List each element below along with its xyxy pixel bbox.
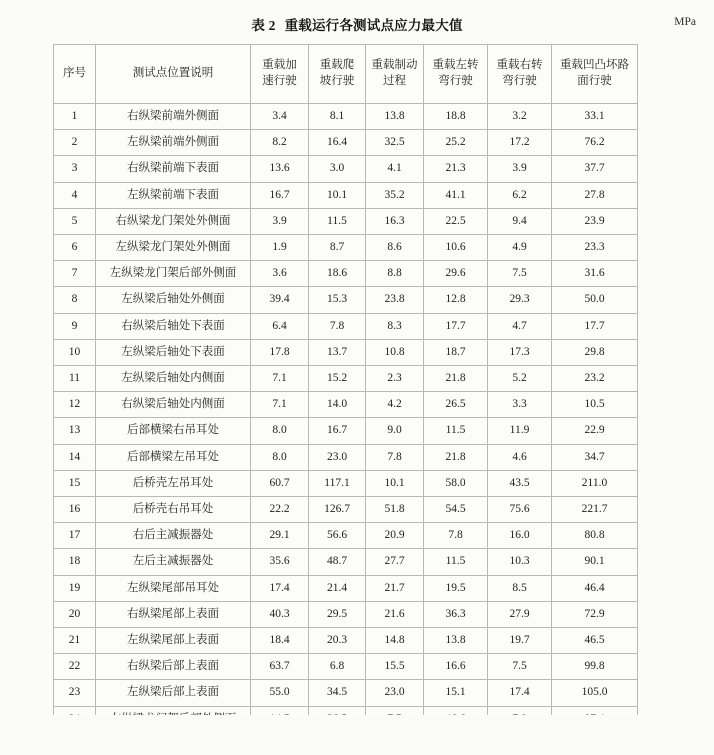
stress-value-cell: 19.7 [488, 628, 552, 654]
table-row [54, 680, 638, 706]
stress-value-cell: 22.2 [251, 497, 309, 523]
table-header-cell-4-line-1: 过程 [383, 75, 406, 87]
row-index-cell: 2 [54, 130, 96, 156]
table-row [54, 575, 638, 601]
stress-value-cell: 26.5 [424, 392, 488, 418]
stress-value-cell: 23.0 [366, 680, 424, 706]
measurement-point-cell: 后桥壳右吊耳处 [96, 497, 251, 523]
stress-value-cell: 8.6 [366, 235, 424, 261]
stress-value-cell: 17.4 [488, 680, 552, 706]
stress-value-cell: 17.8 [251, 339, 309, 365]
table-header-cell-2-line-0: 重载加 [262, 59, 297, 72]
stress-value-cell: 16.3 [366, 208, 424, 234]
row-index-cell: 8 [54, 287, 96, 313]
measurement-point-cell: 右纵梁尾部上表面 [96, 601, 251, 627]
measurement-point-cell: 后桥壳左吊耳处 [96, 470, 251, 496]
stress-value-cell: 63.7 [251, 654, 309, 680]
stress-value-cell: 37.7 [552, 156, 638, 182]
table-header-cell-3-line-0: 重载爬 [319, 59, 355, 72]
row-index-cell: 5 [54, 208, 96, 234]
table-header [54, 45, 638, 104]
measurement-point-cell: 右后主减振器处 [96, 523, 251, 549]
measurement-point-cell: 后部横梁左吊耳处 [96, 444, 251, 470]
stress-value-cell: 40.3 [251, 601, 309, 627]
table-row [54, 444, 638, 470]
row-index-cell: 11 [54, 366, 96, 392]
stress-value-cell: 105.0 [552, 680, 638, 706]
row-index-cell: 4 [54, 182, 96, 208]
stress-value-cell: 15.3 [309, 287, 366, 313]
stress-value-cell: 8.7 [309, 235, 366, 261]
measurement-point-cell: 左纵梁后轴处下表面 [96, 339, 251, 365]
stress-value-cell: 16.7 [251, 182, 309, 208]
table-header-cell-3-line-1: 坡行驶 [319, 75, 355, 87]
stress-value-cell: 7.5 [488, 654, 552, 680]
table-header-cell-6-line-0: 重载右转 [496, 59, 543, 72]
stress-value-cell: 27.7 [366, 549, 424, 575]
table-row [54, 313, 638, 339]
stress-value-cell: 18.8 [424, 104, 488, 130]
stress-value-cell: 3.9 [251, 208, 309, 234]
stress-value-cell: 46.4 [552, 575, 638, 601]
stress-value-cell: 29.1 [251, 523, 309, 549]
stress-value-cell: 50.0 [552, 287, 638, 313]
stress-value-cell: 80.8 [552, 523, 638, 549]
stress-value-cell: 35.6 [251, 549, 309, 575]
table-row [54, 339, 638, 365]
table-header-cell-7 [552, 45, 638, 104]
measurement-point-cell: 左纵梁后轴处外侧面 [96, 287, 251, 313]
table-header-cell-6-line-1: 弯行驶 [502, 75, 537, 87]
stress-value-cell: 25.2 [424, 130, 488, 156]
stress-value-cell: 17.7 [552, 313, 638, 339]
stress-value-cell: 7.8 [366, 444, 424, 470]
stress-value-cell: 33.1 [552, 104, 638, 130]
stress-value-cell: 72.9 [552, 601, 638, 627]
table-header-cell-5-line-0: 重载左转 [432, 59, 479, 72]
stress-value-cell: 22.9 [552, 418, 638, 444]
stress-value-cell: 126.7 [309, 497, 366, 523]
row-index-cell: 6 [54, 235, 96, 261]
stress-value-cell: 20.3 [309, 628, 366, 654]
table-header-cell-7-line-0: 重载凹凸坏路 [560, 59, 629, 72]
table-row [54, 235, 638, 261]
stress-value-cell: 5.2 [488, 366, 552, 392]
table-row [54, 392, 638, 418]
stress-value-cell: 31.6 [552, 261, 638, 287]
stress-value-cell: 55.0 [251, 680, 309, 706]
row-index-cell: 20 [54, 601, 96, 627]
stress-value-cell: 6.2 [488, 182, 552, 208]
stress-value-cell: 4.7 [488, 313, 552, 339]
row-index-cell: 13 [54, 418, 96, 444]
stress-value-cell: 54.5 [424, 497, 488, 523]
stress-value-cell: 35.2 [366, 182, 424, 208]
table-number: 表 2 [251, 18, 276, 33]
stress-value-cell: 11.5 [424, 549, 488, 575]
measurement-point-cell: 左纵梁尾部上表面 [96, 628, 251, 654]
stress-value-cell: 58.0 [424, 470, 488, 496]
stress-value-cell: 9.4 [488, 208, 552, 234]
table-caption [0, 14, 714, 36]
measurement-point-cell: 右纵梁龙门架处外侧面 [96, 208, 251, 234]
stress-value-cell: 15.1 [424, 680, 488, 706]
table-title-text: 重载运行各测试点应力最大值 [284, 18, 463, 33]
stress-value-cell: 18.7 [424, 339, 488, 365]
row-index-cell: 10 [54, 339, 96, 365]
stress-value-cell: 21.4 [309, 575, 366, 601]
stress-value-cell: 90.1 [552, 549, 638, 575]
stress-value-cell: 56.6 [309, 523, 366, 549]
stress-value-cell: 6.4 [251, 313, 309, 339]
stress-value-cell: 17.7 [424, 313, 488, 339]
stress-value-cell: 21.8 [424, 444, 488, 470]
table-row [54, 418, 638, 444]
stress-value-cell: 23.9 [552, 208, 638, 234]
stress-value-cell: 36.3 [424, 601, 488, 627]
stress-value-cell: 14.0 [309, 392, 366, 418]
measurement-point-cell: 右纵梁后部上表面 [96, 654, 251, 680]
measurement-point-cell: 左纵梁后部上表面 [96, 680, 251, 706]
table-header-cell-3 [309, 45, 366, 104]
table-row [54, 523, 638, 549]
stress-value-cell: 23.0 [309, 444, 366, 470]
table-row [54, 182, 638, 208]
stress-value-cell: 8.5 [488, 575, 552, 601]
stress-value-cell: 15.2 [309, 366, 366, 392]
row-index-cell: 14 [54, 444, 96, 470]
stress-value-cell: 20.9 [366, 523, 424, 549]
stress-value-cell: 15.5 [366, 654, 424, 680]
table-row [54, 261, 638, 287]
stress-value-cell: 10.3 [488, 549, 552, 575]
stress-value-cell: 3.0 [309, 156, 366, 182]
stress-value-cell: 11.5 [309, 208, 366, 234]
row-index-cell: 16 [54, 497, 96, 523]
table-row [54, 549, 638, 575]
stress-value-cell: 99.8 [552, 654, 638, 680]
stress-value-cell: 8.0 [251, 418, 309, 444]
stress-value-cell: 29.3 [488, 287, 552, 313]
table-row [54, 470, 638, 496]
stress-value-cell: 10.1 [366, 470, 424, 496]
stress-value-cell: 32.5 [366, 130, 424, 156]
stress-value-cell: 13.8 [424, 628, 488, 654]
stress-value-cell: 46.5 [552, 628, 638, 654]
stress-value-cell: 10.1 [309, 182, 366, 208]
stress-value-cell: 3.4 [251, 104, 309, 130]
stress-value-cell: 23.3 [552, 235, 638, 261]
stress-value-cell: 2.3 [366, 366, 424, 392]
measurement-point-cell: 左纵梁龙门架处外侧面 [96, 235, 251, 261]
table-header-cell-5 [424, 45, 488, 104]
table-row [54, 628, 638, 654]
stress-value-cell: 23.8 [366, 287, 424, 313]
row-index-cell: 9 [54, 313, 96, 339]
table-row [54, 601, 638, 627]
stress-value-cell: 48.7 [309, 549, 366, 575]
table-row [54, 287, 638, 313]
stress-value-cell: 1.9 [251, 235, 309, 261]
measurement-point-cell: 左纵梁后轴处内侧面 [96, 366, 251, 392]
stress-value-cell: 4.1 [366, 156, 424, 182]
stress-value-cell: 21.6 [366, 601, 424, 627]
table-header-cell-0-line-0: 序号 [63, 67, 86, 80]
table-row [54, 130, 638, 156]
table-header-cell-2-line-1: 速行驶 [262, 75, 297, 87]
stress-value-cell: 10.6 [424, 235, 488, 261]
stress-table-container [53, 44, 637, 733]
stress-value-cell: 41.1 [424, 182, 488, 208]
stress-value-cell: 12.8 [424, 287, 488, 313]
stress-value-cell: 3.9 [488, 156, 552, 182]
stress-value-cell: 29.6 [424, 261, 488, 287]
stress-value-cell: 8.0 [251, 444, 309, 470]
row-index-cell: 15 [54, 470, 96, 496]
stress-value-cell: 13.8 [366, 104, 424, 130]
table-row [54, 366, 638, 392]
table-header-cell-1-line-0: 测试点位置说明 [132, 67, 214, 80]
stress-value-cell: 11.5 [424, 418, 488, 444]
table-row [54, 497, 638, 523]
row-index-cell: 23 [54, 680, 96, 706]
stress-value-cell: 4.6 [488, 444, 552, 470]
stress-value-cell: 8.3 [366, 313, 424, 339]
stress-value-cell: 4.9 [488, 235, 552, 261]
measurement-point-cell: 左纵梁前端下表面 [96, 182, 251, 208]
stress-value-cell: 221.7 [552, 497, 638, 523]
table-row [54, 156, 638, 182]
stress-value-cell: 18.4 [251, 628, 309, 654]
stress-value-cell: 16.7 [309, 418, 366, 444]
stress-value-cell: 17.4 [251, 575, 309, 601]
row-index-cell: 21 [54, 628, 96, 654]
measurement-point-cell: 右纵梁后轴处内侧面 [96, 392, 251, 418]
measurement-point-cell: 右纵梁前端外侧面 [96, 104, 251, 130]
stress-value-cell: 75.6 [488, 497, 552, 523]
table-header-cell-7-line-1: 面行驶 [577, 75, 612, 87]
row-index-cell: 17 [54, 523, 96, 549]
stress-value-cell: 11.9 [488, 418, 552, 444]
stress-value-cell: 34.5 [309, 680, 366, 706]
stress-value-cell: 17.3 [488, 339, 552, 365]
measurement-point-cell: 右纵梁后轴处下表面 [96, 313, 251, 339]
page-bottom-clip [0, 715, 714, 755]
measurement-point-cell: 右纵梁前端下表面 [96, 156, 251, 182]
table-row [54, 208, 638, 234]
measurement-point-cell: 左后主减振器处 [96, 549, 251, 575]
stress-value-cell: 21.3 [424, 156, 488, 182]
stress-value-cell: 9.0 [366, 418, 424, 444]
table-header-row [54, 45, 638, 104]
stress-value-cell: 117.1 [309, 470, 366, 496]
table-header-cell-5-line-1: 弯行驶 [438, 75, 473, 87]
stress-table [53, 44, 638, 733]
table-caption-title [0, 14, 714, 34]
stress-value-cell: 13.6 [251, 156, 309, 182]
table-row [54, 104, 638, 130]
row-index-cell: 12 [54, 392, 96, 418]
stress-value-cell: 7.1 [251, 366, 309, 392]
stress-value-cell: 7.8 [309, 313, 366, 339]
table-header-cell-1 [96, 45, 251, 104]
stress-value-cell: 21.7 [366, 575, 424, 601]
stress-value-cell: 3.3 [488, 392, 552, 418]
measurement-point-cell: 左纵梁尾部吊耳处 [96, 575, 251, 601]
stress-value-cell: 21.8 [424, 366, 488, 392]
row-index-cell: 1 [54, 104, 96, 130]
row-index-cell: 22 [54, 654, 96, 680]
stress-value-cell: 16.6 [424, 654, 488, 680]
measurement-point-cell: 左纵梁前端外侧面 [96, 130, 251, 156]
table-header-cell-4-line-0: 重载制动 [371, 59, 418, 72]
stress-value-cell: 17.2 [488, 130, 552, 156]
measurement-point-cell: 后部横梁右吊耳处 [96, 418, 251, 444]
stress-value-cell: 13.7 [309, 339, 366, 365]
stress-value-cell: 29.8 [552, 339, 638, 365]
stress-value-cell: 3.2 [488, 104, 552, 130]
table-row [54, 654, 638, 680]
table-header-cell-4 [366, 45, 424, 104]
stress-value-cell: 14.8 [366, 628, 424, 654]
stress-value-cell: 6.8 [309, 654, 366, 680]
row-index-cell: 7 [54, 261, 96, 287]
stress-value-cell: 211.0 [552, 470, 638, 496]
stress-value-cell: 76.2 [552, 130, 638, 156]
stress-value-cell: 23.2 [552, 366, 638, 392]
table-header-cell-2 [251, 45, 309, 104]
stress-value-cell: 34.7 [552, 444, 638, 470]
stress-value-cell: 22.5 [424, 208, 488, 234]
stress-value-cell: 27.8 [552, 182, 638, 208]
stress-value-cell: 8.2 [251, 130, 309, 156]
stress-value-cell: 10.5 [552, 392, 638, 418]
table-header-cell-0 [54, 45, 96, 104]
stress-value-cell: 3.6 [251, 261, 309, 287]
stress-value-cell: 8.1 [309, 104, 366, 130]
table-unit-label: MPa [674, 16, 696, 28]
stress-value-cell: 10.8 [366, 339, 424, 365]
stress-value-cell: 51.8 [366, 497, 424, 523]
row-index-cell: 19 [54, 575, 96, 601]
stress-value-cell: 16.0 [488, 523, 552, 549]
stress-value-cell: 19.5 [424, 575, 488, 601]
stress-value-cell: 29.5 [309, 601, 366, 627]
measurement-point-cell: 左纵梁龙门架后部外侧面 [96, 261, 251, 287]
stress-value-cell: 39.4 [251, 287, 309, 313]
stress-value-cell: 43.5 [488, 470, 552, 496]
row-index-cell: 3 [54, 156, 96, 182]
stress-value-cell: 18.6 [309, 261, 366, 287]
stress-value-cell: 4.2 [366, 392, 424, 418]
stress-value-cell: 60.7 [251, 470, 309, 496]
row-index-cell: 18 [54, 549, 96, 575]
stress-value-cell: 16.4 [309, 130, 366, 156]
table-body [54, 104, 638, 733]
stress-value-cell: 8.8 [366, 261, 424, 287]
stress-value-cell: 7.8 [424, 523, 488, 549]
stress-value-cell: 27.9 [488, 601, 552, 627]
stress-value-cell: 7.5 [488, 261, 552, 287]
table-header-cell-6 [488, 45, 552, 104]
stress-value-cell: 7.1 [251, 392, 309, 418]
